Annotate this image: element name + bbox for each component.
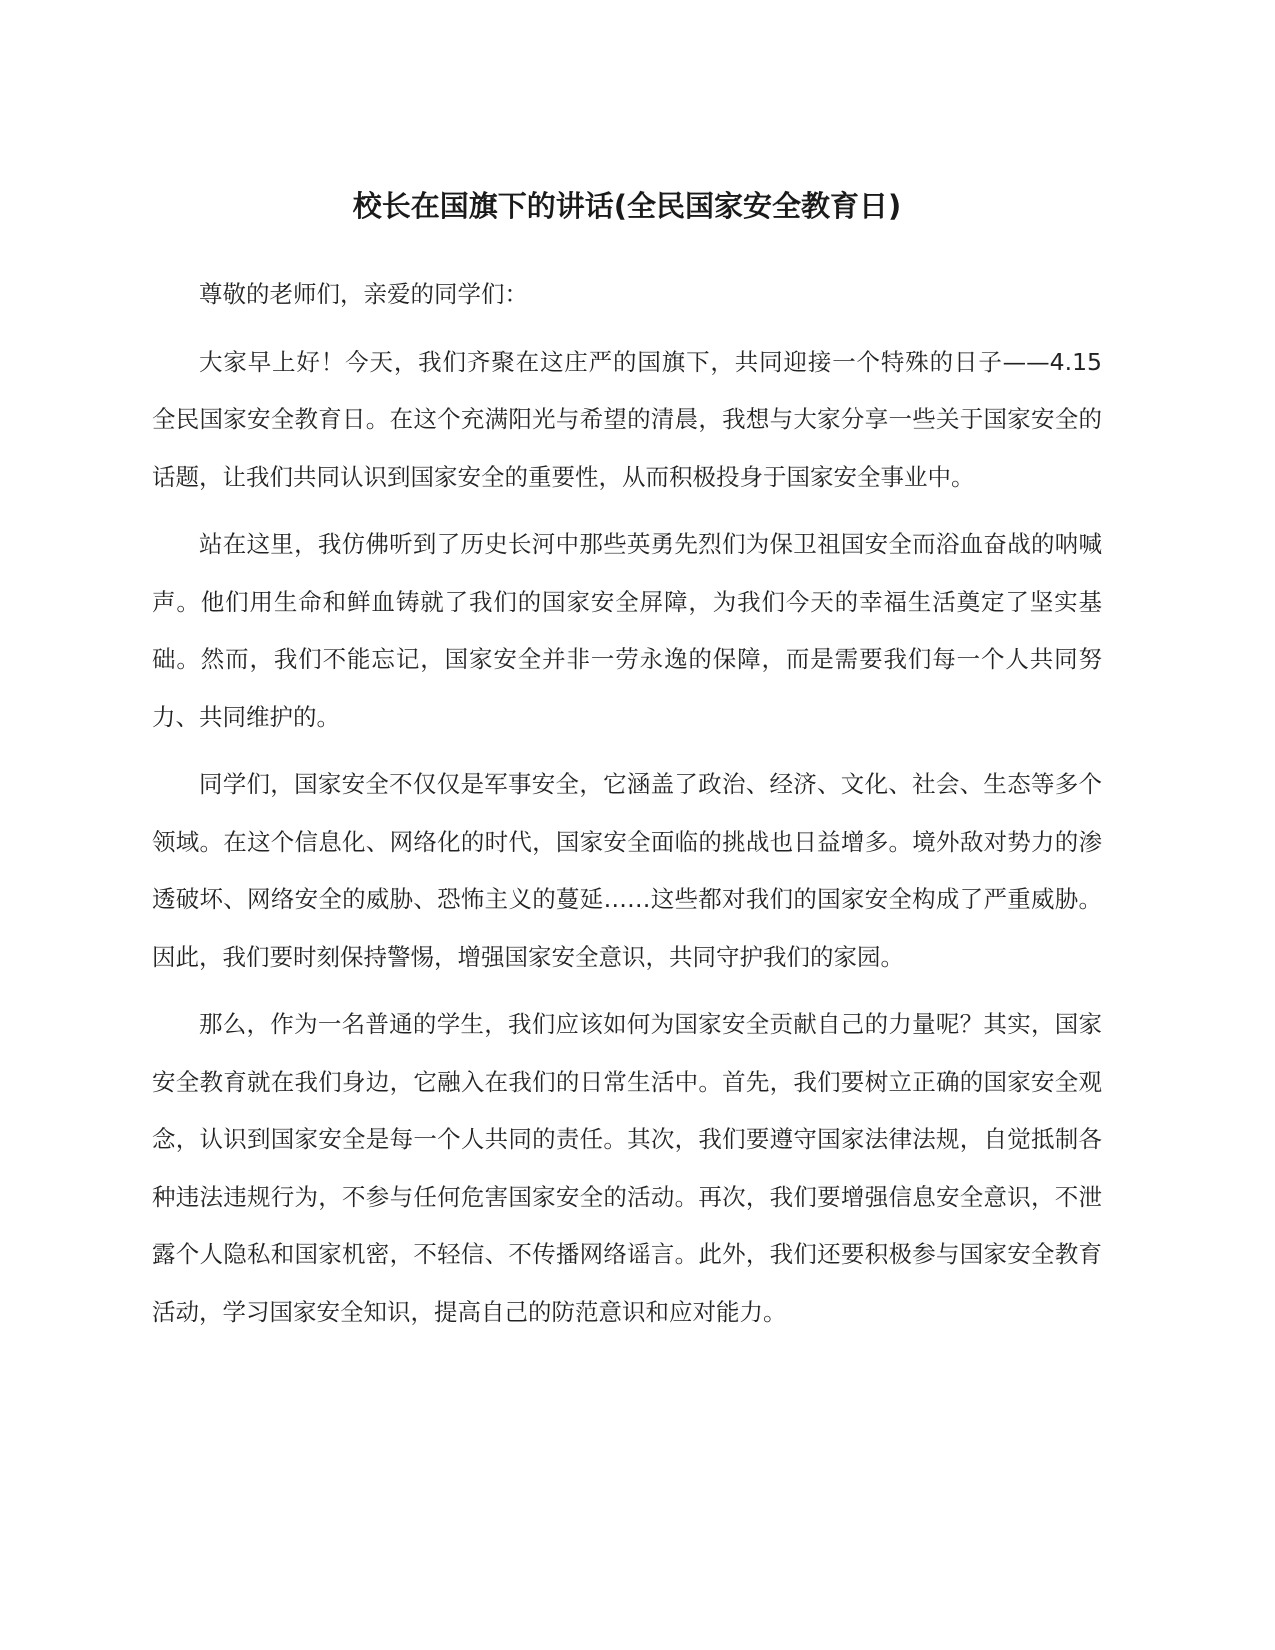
body-paragraph: 那么，作为一名普通的学生，我们应该如何为国家安全贡献自己的力量呢？其实，国家安全教育就在我们身边，它融入在我们的日常生活中。首先，我们要树立正确的国家安全观念，认识到国家安全是每一个人共同的责任。其次，我们要遵守国家法律法规，自觉抵制各种违法违规行为，不参与任何危害国家安全的活动。再次，我们要增强信息安全意识，不泄露个人隐私和国家机密，不轻信、不传播网络谣言。此外，我们还要积极参与国家安全教育活动，学习国家安全知识，提高自己的防范意识和应对能力。 (152, 1010, 1102, 1326)
body-paragraph: 同学们，国家安全不仅仅是军事安全，它涵盖了政治、经济、文化、社会、生态等多个领域。在这个信息化、网络化的时代，国家安全面临的挑战也日益增多。境外敌对势力的渗透破坏、网络安全的威胁、恐怖主义的蔓延……这些都对我们的国家安全构成了严重威胁。因此，我们要时刻保持警惕，增强国家安全意识，共同守护我们的家园。 (152, 770, 1102, 971)
document-body (152, 266, 1102, 1341)
body-paragraph: 站在这里，我仿佛听到了历史长河中那些英勇先烈们为保卫祖国安全而浴血奋战的呐喊声。他们用生命和鲜血铸就了我们的国家安全屏障，为我们今天的幸福生活奠定了坚实基础。然而，我们不能忘记，国家安全并非一劳永逸的保障，而是需要我们每一个人共同努力、共同维护的。 (152, 530, 1102, 731)
document-title: 校长在国旗下的讲话(全民国家安全教育日) (352, 189, 902, 223)
body-paragraph: 大家早上好！今天，我们齐聚在这庄严的国旗下，共同迎接一个特殊的日子——4.15 全民国家安全教育日。在这个充满阳光与希望的清晨，我想与大家分享一些关于国家安全的话题，让我们共同认识到国家安全的重要性，从而积极投身于国家安全事业中。 (152, 347, 1102, 491)
salutation-paragraph: 尊敬的老师们，亲爱的同学们： (199, 280, 528, 308)
